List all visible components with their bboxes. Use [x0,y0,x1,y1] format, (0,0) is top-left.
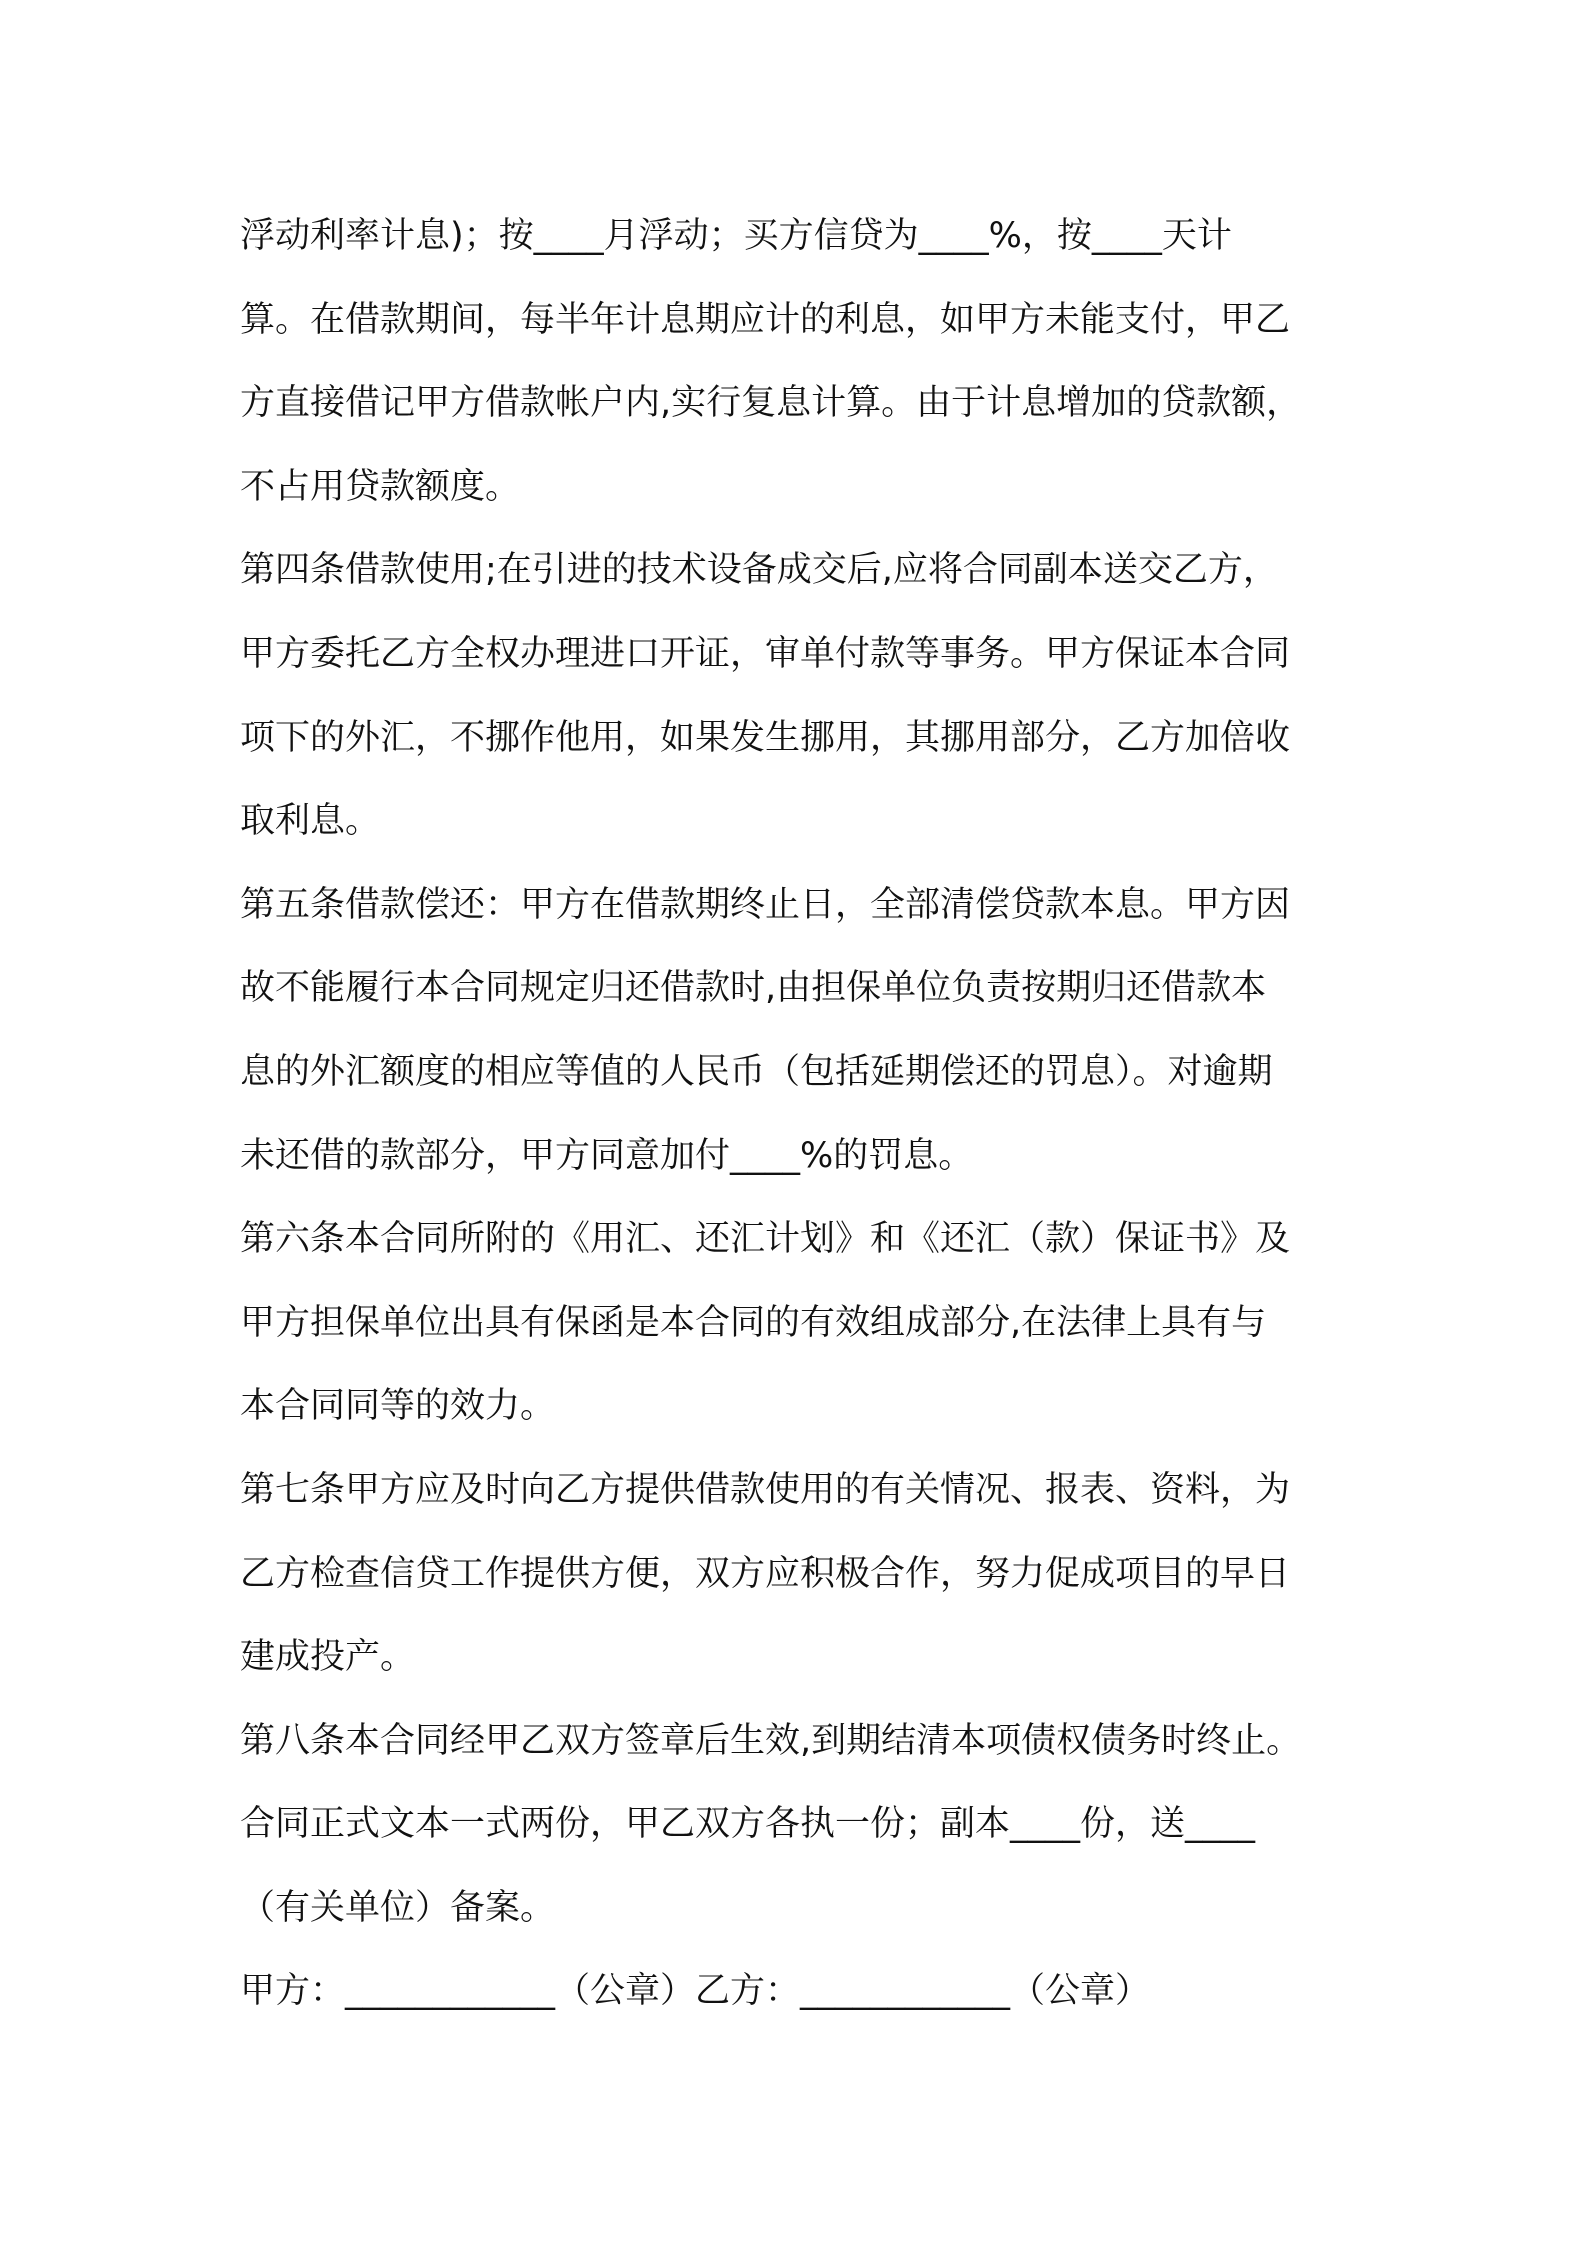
article-7-line: 第七条甲方应及时向乙方提供借款使用的有关情况、报表、资料，为 [240,1469,1291,1510]
text-line: 乙方检查信贷工作提供方便，双方应积极合作，努力促成项目的早日 [240,1553,1291,1594]
text-line: （有关单位）备案。 [240,1887,556,1928]
contract-body [240,195,1390,2034]
text-line: 故不能履行本合同规定归还借款时,由担保单位负责按期归还借款本 [240,968,1267,1009]
article-8-line: 第八条本合同经甲乙双方签章后生效,到期结清本项债权债务时终止。 [240,1720,1302,1761]
text-line: 方直接借记甲方借款帐户内,实行复息计算。由于计息增加的贷款额， [240,383,1302,424]
text-line: 建成投产。 [240,1637,416,1678]
text-line: 浮动利率计息)；按____月浮动；买方信贷为____%，按____天计 [240,216,1232,256]
text-line: 算。在借款期间，每半年计息期应计的利息，如甲方未能支付，甲乙 [240,299,1291,340]
text-line: 息的外汇额度的相应等值的人民币（包括延期偿还的罚息）。对逾期 [240,1051,1273,1092]
signature-line: 甲方：____________（公章）乙方：____________（公章） [240,1971,1151,2012]
text-line: 取利息。 [240,801,381,842]
article-4-line: 第四条借款使用;在引进的技术设备成交后,应将合同副本送交乙方， [240,550,1278,591]
text-line: 甲方委托乙方全权办理进口开证，审单付款等事务。甲方保证本合同 [240,633,1291,674]
article-6-line: 第六条本合同所附的《用汇、还汇计划》和《还汇（款）保证书》及 [240,1219,1291,1260]
text-line: 项下的外汇，不挪作他用，如果发生挪用，其挪用部分，乙方加倍收 [240,717,1291,758]
text-line: 合同正式文本一式两份，甲乙双方各执一份；副本____份，送____ [240,1804,1256,1845]
text-line: 本合同同等的效力。 [240,1386,556,1427]
article-5-line: 第五条借款偿还：甲方在借款期终止日，全部清偿贷款本息。甲方因 [240,884,1291,925]
text-line: 甲方担保单位出具有保函是本合同的有效组成部分,在法律上具有与 [240,1302,1267,1343]
text-line: 不占用贷款额度。 [240,466,521,507]
text-line: 未还借的款部分，甲方同意加付____%的罚息。 [240,1135,974,1176]
